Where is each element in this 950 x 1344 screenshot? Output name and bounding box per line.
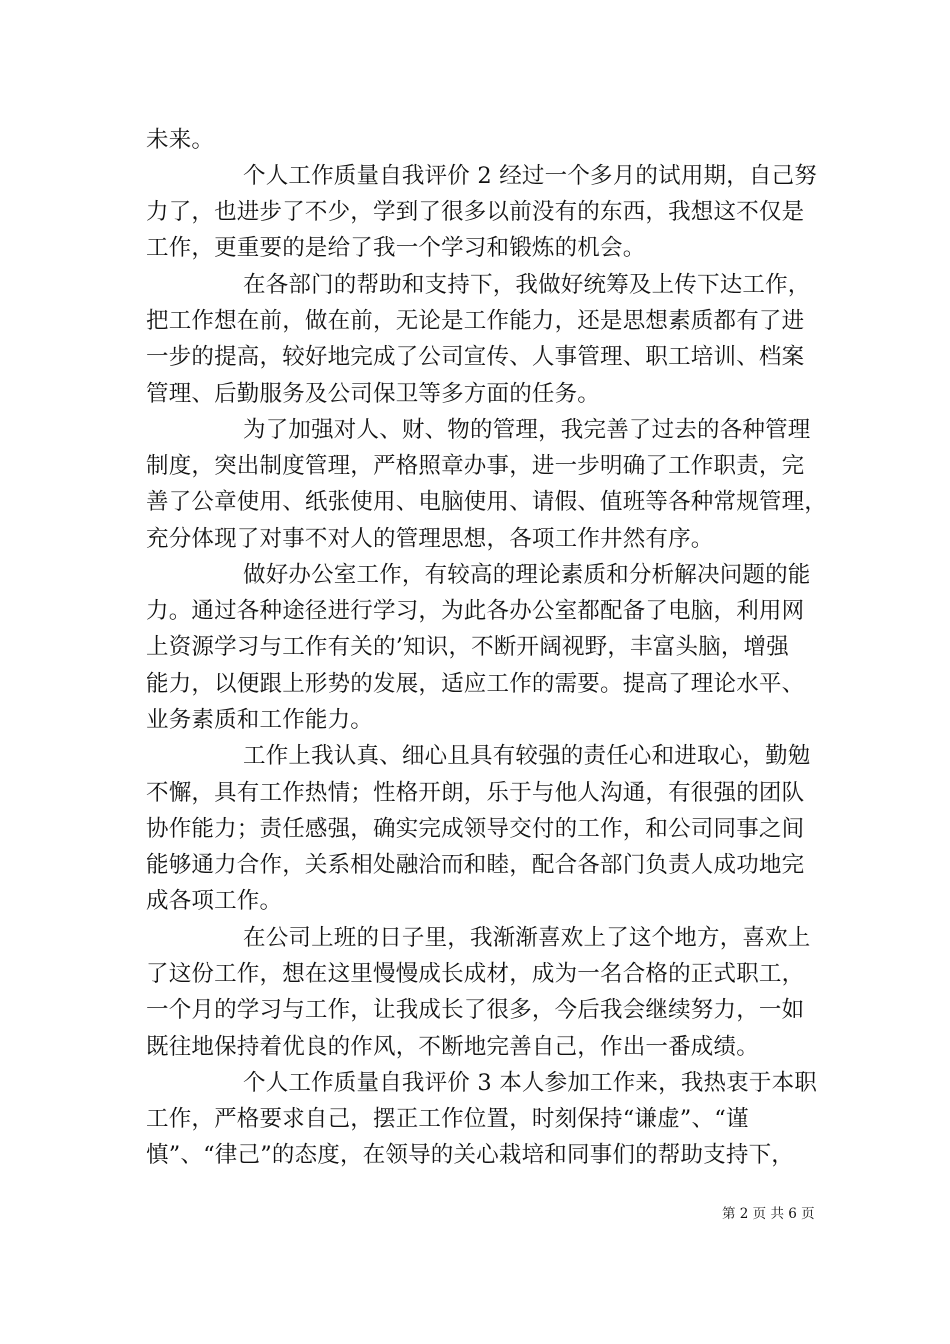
text-line: 不懈，具有工作热情；性格开朗，乐于与他人沟通，有很强的团队 [146,780,805,806]
text-line: 做好办公室工作，有较高的理论素质和分析解决问题的能 [243,562,811,588]
text-line: 把工作想在前，做在前，无论是工作能力，还是思想素质都有了进 [146,308,805,334]
text-line: 工作上我认真、细心且具有较强的责任心和进取心，勤勉 [243,743,811,769]
text-line: 工作，更重要的是给了我一个学习和锻炼的机会。 [146,235,646,261]
page-number: 第 2 页 共 6 页 [722,1206,815,1222]
text-line: 既往地保持着优良的作风，不断地完善自己，作出一番成绩。 [146,1034,759,1060]
text-line: 充分体现了对事不对人的管理思想，各项工作井然有序。 [146,526,714,552]
text-line: 制度，突出制度管理，严格照章办事，进一步明确了工作职责，完 [146,453,805,479]
text-line: 善了公章使用、纸张使用、电脑使用、请假、值班等各种常规管理， [146,489,828,515]
text-line: 上资源学习与工作有关的’知识，不断开阔视野，丰富头脑，增强 [146,634,789,660]
text-line: 协作能力；责任感强，确实完成领导交付的工作，和公司同事之间 [146,816,805,842]
text-line: 业务素质和工作能力。 [146,707,374,733]
text-line: 力了，也进步了不少，学到了很多以前没有的东西，我想这不仅是 [146,199,805,225]
text-line: 成各项工作。 [146,888,283,914]
text-line: 工作，严格要求自己，摆正工作位置，时刻保持“谦虚”、“谨 [146,1106,749,1132]
text-line: 管理、后勤服务及公司保卫等多方面的任务。 [146,381,601,407]
text-line: 慎”、“律己”的态度，在领导的关心栽培和同事们的帮助支持下， [146,1142,795,1168]
text-line: 一步的提高，较好地完成了公司宣传、人事管理、职工培训、档案 [146,344,805,370]
text-line: 了这份工作，想在这里慢慢成长成材，成为一名合格的正式职工， [146,961,805,987]
text-line: 能够通力合作，关系相处融洽而和睦，配合各部门负责人成功地完 [146,852,805,878]
text-line: 力。通过各种途径进行学习，为此各办公室都配备了电脑，利用网 [146,598,805,624]
text-line: 个人工作质量自我评价 2 经过一个多月的试用期，自己努 [243,163,818,189]
text-line: 能力，以便跟上形势的发展，适应工作的需要。提高了理论水平、 [146,671,805,697]
text-line: 个人工作质量自我评价 3 本人参加工作来，我热衷于本职 [243,1070,818,1096]
text-line: 未来。 [146,127,215,153]
text-line: 在公司上班的日子里，我渐渐喜欢上了这个地方，喜欢上 [243,925,811,951]
text-line: 在各部门的帮助和支持下，我做好统筹及上传下达工作， [243,272,811,298]
text-line: 为了加强对人、财、物的管理，我完善了过去的各种管理 [243,417,811,443]
text-line: 一个月的学习与工作，让我成长了很多，今后我会继续努力，一如 [146,997,805,1023]
